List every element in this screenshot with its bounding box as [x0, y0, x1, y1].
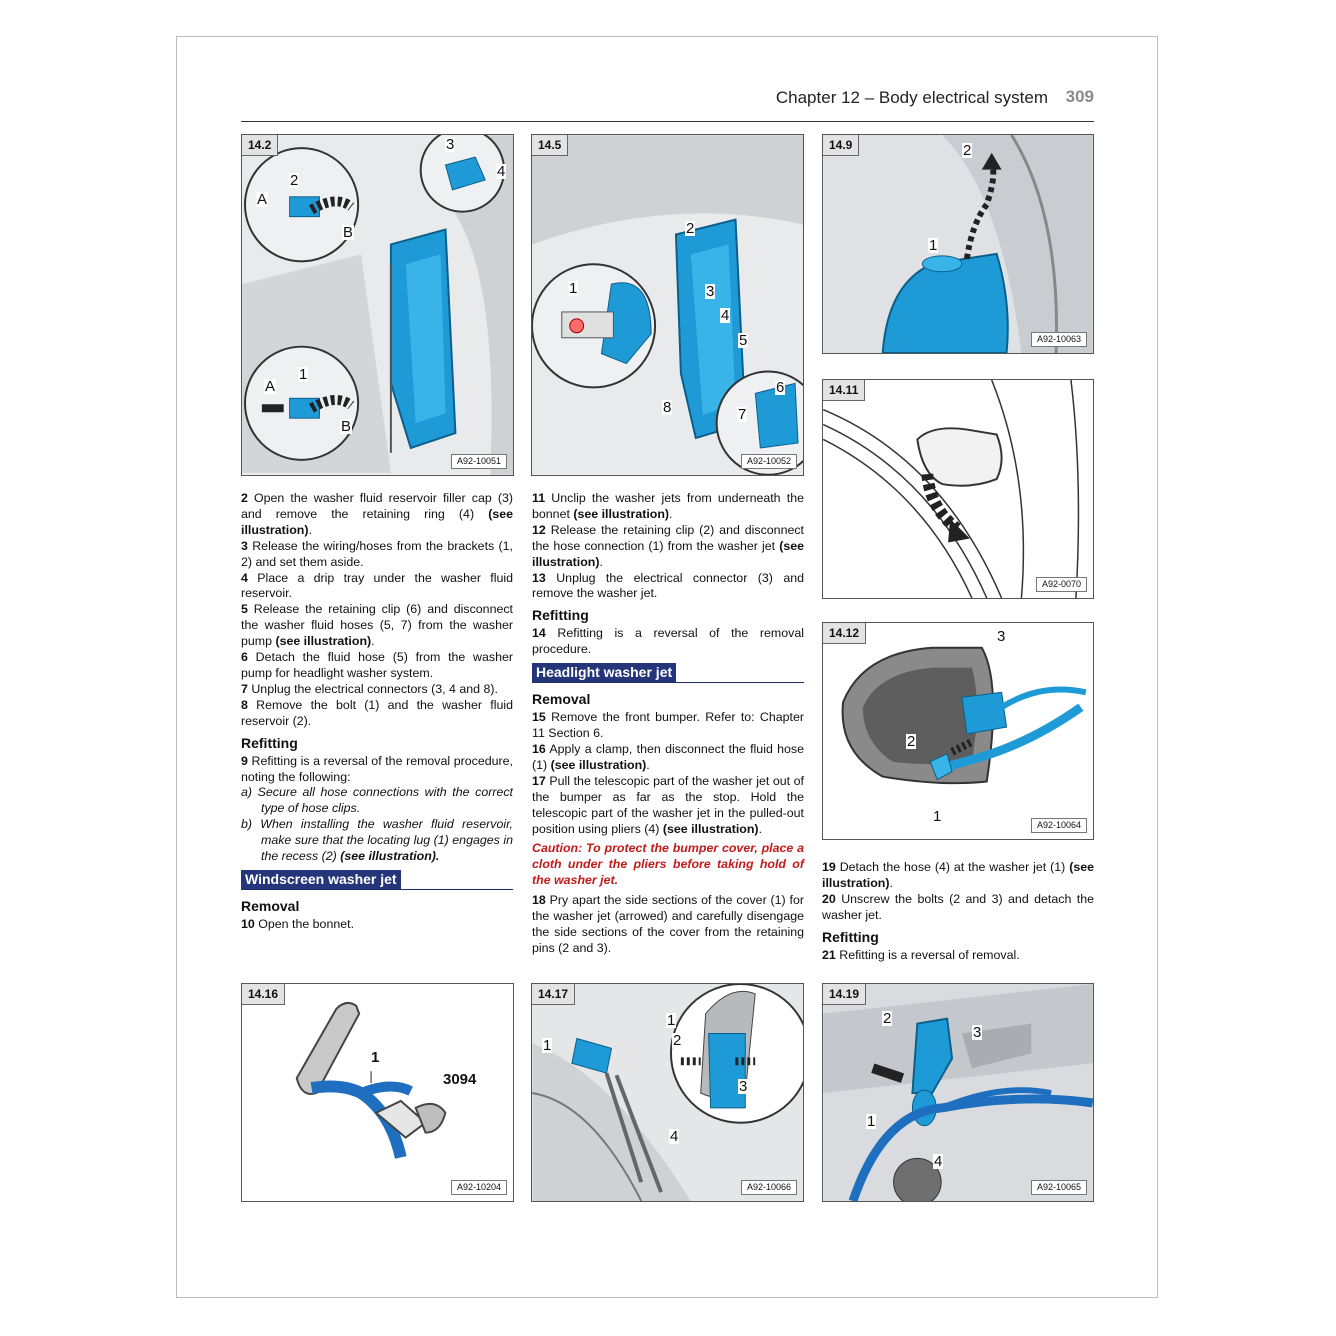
callout-label: 3 — [997, 628, 1006, 645]
callout-label: 3 — [739, 1078, 748, 1095]
callout-label: 3 — [973, 1024, 982, 1041]
callout-label: 2 — [963, 142, 972, 159]
image-code: A92-10052 — [741, 454, 797, 469]
callout-label: 1 — [929, 237, 938, 254]
step-19: 19 Detach the hose (4) at the washer jet (1) (see illustration). — [822, 860, 1094, 890]
figure-14-16 — [241, 983, 514, 1202]
header-rule — [241, 121, 1094, 122]
subheading-removal: Removal — [532, 691, 591, 708]
step-5: 5 Release the retaining clip (6) and disconnect the washer fluid hoses (5, 7) from the washer pump (see illustration). — [241, 602, 513, 649]
callout-label: 8 — [663, 399, 672, 416]
image-code: A92-10063 — [1031, 332, 1087, 347]
tool-number-label: 3094 — [443, 1071, 477, 1088]
figure-14-2 — [241, 134, 514, 476]
callout-label: 2 — [290, 172, 299, 189]
callout-label: 1 — [569, 280, 578, 297]
subheading-refitting: Refitting — [822, 928, 879, 945]
callout-label: 7 — [738, 406, 747, 423]
callout-label: B — [341, 418, 352, 435]
figure-14-9-illustration — [823, 135, 1093, 353]
figure-14-16-illustration — [242, 984, 513, 1201]
callout-label: 2 — [907, 733, 916, 750]
figure-14-5-illustration — [532, 135, 803, 475]
figure-number: 14.17 — [532, 984, 575, 1005]
figure-14-12-illustration — [823, 623, 1093, 839]
step-14: 14 Refitting is a reversal of the removal procedure. — [532, 626, 804, 657]
image-code: A92-10051 — [451, 454, 507, 469]
figure-number: 14.16 — [242, 984, 285, 1005]
image-code: A92-10204 — [451, 1180, 507, 1195]
step-20: 20 Unscrew the bolts (2 and 3) and detach the washer jet. — [822, 891, 1094, 922]
text-column-2 — [532, 491, 804, 957]
step-21: 21 Refitting is a reversal of removal. — [822, 947, 1020, 962]
callout-label: A — [257, 191, 268, 208]
callout-label: 1 — [299, 366, 308, 383]
callout-label: 4 — [721, 307, 730, 324]
figure-number: 14.9 — [823, 135, 859, 156]
step-10: 10 Open the bonnet. — [241, 916, 355, 931]
figure-14-5 — [531, 134, 804, 476]
figure-14-19-illustration — [823, 984, 1093, 1201]
section-heading: Headlight washer jet — [532, 663, 804, 683]
callout-label: 1 — [667, 1012, 676, 1029]
step-3: 3 Release the wiring/hoses from the brackets (1, 2) and set them aside. — [241, 538, 513, 569]
page-number: 309 — [1065, 87, 1094, 106]
image-code: A92-10065 — [1031, 1180, 1087, 1195]
step-12: 12 Release the retaining clip (2) and disconnect the hose connection (1) from the washer jet (see illustration). — [532, 522, 804, 569]
callout-label: 6 — [776, 379, 785, 396]
callout-label: B — [343, 224, 354, 241]
figure-14-2-illustration — [242, 135, 513, 475]
callout-label: 1 — [543, 1037, 552, 1054]
callout-label: 4 — [934, 1153, 943, 1170]
step-9a: a) Secure all hose connections with the correct type of hose clips. — [241, 785, 513, 816]
step-18: 18 Pry apart the side sections of the cover (1) for the washer jet (arrowed) and carefully disengage the side sections of the cover from the retaining pins (2 and 3). — [532, 893, 804, 955]
figure-14-17 — [531, 983, 804, 1202]
step-9b: b) When installing the washer fluid reservoir, make sure that the locating lug (1) engages in the recess (2) (see illustration). — [241, 817, 513, 864]
step-15: 15 Remove the front bumper. Refer to: Chapter 11 Section 6. — [532, 710, 804, 741]
figure-number: 14.19 — [823, 984, 866, 1005]
subheading-refitting: Refitting — [241, 734, 298, 751]
step-8: 8 Remove the bolt (1) and the washer fluid reservoir (2). — [241, 697, 513, 728]
callout-label: 4 — [670, 1128, 679, 1145]
subheading-refitting: Refitting — [532, 607, 589, 624]
callout-label: 4 — [497, 163, 506, 180]
figure-number: 14.12 — [823, 623, 866, 644]
figure-14-11 — [822, 379, 1094, 599]
figure-14-19 — [822, 983, 1094, 1202]
callout-label: 2 — [883, 1010, 892, 1027]
figure-number: 14.11 — [823, 380, 865, 401]
figure-number: 14.5 — [532, 135, 568, 156]
callout-label: 3 — [446, 136, 455, 153]
section-heading: Windscreen washer jet — [241, 870, 513, 890]
callout-label: 1 — [933, 808, 942, 825]
figure-14-12 — [822, 622, 1094, 840]
text-column-3 — [822, 860, 1094, 964]
figure-number: 14.2 — [242, 135, 278, 156]
step-9: 9 Refitting is a reversal of the removal procedure, noting the following: — [241, 753, 513, 784]
image-code: A92-10066 — [741, 1180, 797, 1195]
step-16: 16 Apply a clamp, then disconnect the fluid hose (1) (see illustration). — [532, 741, 804, 772]
text-column-1 — [241, 491, 513, 933]
step-4: 4 Place a drip tray under the washer fluid reservoir. — [241, 570, 513, 601]
callout-label: A — [265, 378, 276, 395]
callout-label: 3 — [706, 283, 715, 300]
figure-14-11-illustration — [823, 380, 1093, 598]
callout-label: 1 — [371, 1049, 380, 1066]
callout-label: 5 — [739, 332, 748, 349]
step-7: 7 Unplug the electrical connectors (3, 4 and 8). — [241, 681, 498, 696]
subheading-removal: Removal — [241, 897, 300, 914]
step-13: 13 Unplug the electrical connector (3) and remove the washer jet. — [532, 570, 804, 601]
step-6: 6 Detach the fluid hose (5) from the washer pump for headlight washer system. — [241, 650, 513, 680]
figure-14-9 — [822, 134, 1094, 354]
chapter-title: Chapter 12 – Body electrical system — [775, 88, 1048, 107]
step-17: 17 Pull the telescopic part of the washer jet out of the bumper as far as the stop. Hold the telescopic part of the washer jet in the pulled-out position using pliers (4) (see illustration). — [532, 773, 804, 836]
callout-label: 2 — [686, 220, 695, 237]
image-code: A92-10064 — [1031, 818, 1087, 833]
callout-label: 1 — [867, 1113, 876, 1130]
page-header — [241, 88, 1094, 118]
step-11: 11 Unclip the washer jets from underneath the bonnet (see illustration). — [532, 491, 804, 521]
image-code: A92-0070 — [1036, 577, 1087, 592]
step-2: 2 Open the washer fluid reservoir filler cap (3) and remove the retaining ring (4) (see illustration). — [241, 491, 513, 537]
callout-label: 2 — [673, 1032, 682, 1049]
caution-note: Caution: To protect the bumper cover, place a cloth under the pliers before taking hold of the washer jet. — [532, 841, 804, 888]
